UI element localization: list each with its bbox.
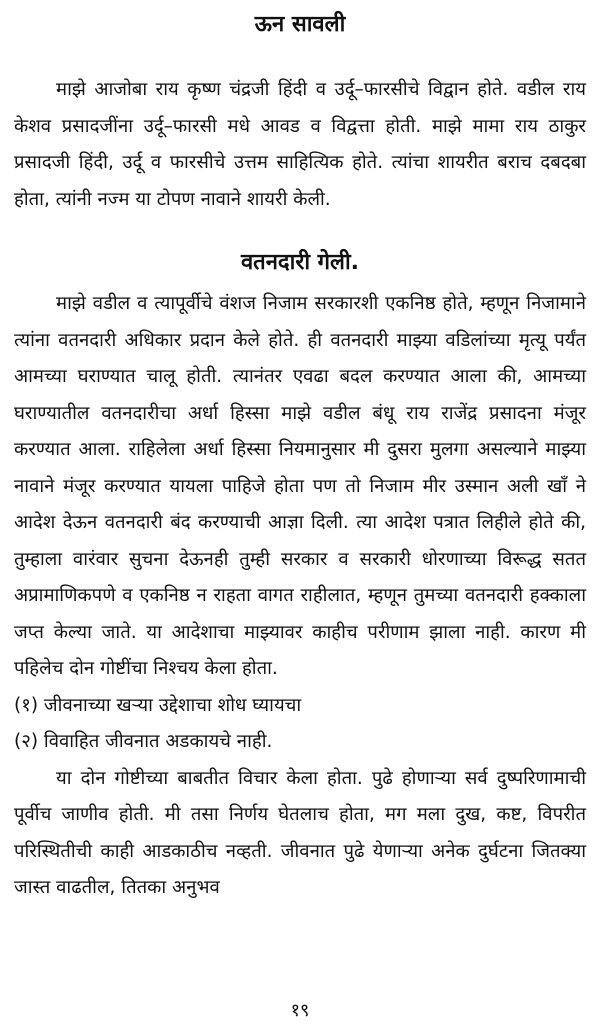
list-item: (२) विवाहित जीवनात अडकायचे नाही. <box>14 731 273 752</box>
list-item: (१) जीवनाच्या खऱ्या उद्देशाचा शोध घ्यायचा <box>14 694 302 716</box>
section-heading-oon-saavli: ऊन सावली <box>254 12 346 37</box>
paragraph-vatandari: माझे वडील व त्यापूर्वीचे वंशज निजाम सरकारशी एकनिष्ठ होते, म्हणून निजामाने त्यांना वतनदारी अधिकार प्रदान केले होते. ही वतनदारी माझ्या वडिलांच्या मृत्यू पर्यंत आमच्या घराण्यात चालू होती. त्यानंतर एवढा बदल करण्यात आला की, आमच्या घराण्यातील वतनदारीचा अर्धा हिस्सा माझे वडील बंधू राय राजेंद्र प्रसादना मंजूर करण्यात आला. राहिलेला अर्धा हिस्सा नियमानुसार मी दुसरा मुलगा असल्याने माझ्या नावाने मंजूर करण्यात यायला पाहिजे होता पण तो निजाम मीर उस्मान अली खाँ ने आदेश देऊन वतनदारी बंद करण्याची आज्ञा दिली. त्या आदेश पत्रात लिहीले होते की, तुम्हाला वारंवार सुचना देऊनही तुम्ही सरकार व सरकारी धोरणाच्या विरूद्ध सतत अप्रामाणिकपणे व एकनिष्ठ न राहता वागत राहीलात, म्हणून तुमच्या वतनदारी हक्काला जप्त केल्या जाते. या आदेशाचा माझ्यावर काहीच परीणाम झाला नाही. कारण मी पहिलेच दोन गोष्टींचा निश्चय केला होता. <box>14 293 586 679</box>
page-number: १९ <box>290 1000 310 1021</box>
paragraph-closing: या दोन गोष्टीच्या बाबतीत विचार केला होता. पुढे होणाऱ्या सर्व दुष्परिणामाची पूर्वीच जाणीव होती. मी तसा निर्णय घेतलाच होता, मग मला दुख, कष्ट, विपरीत परिस्थितीची काही आडकाठीच नव्हती. जीवनात पुढे येणाऱ्या अनेक दुर्घटना जितक्या जास्त वाढतील, तितका अनुभव <box>14 767 586 898</box>
resolution-list <box>14 688 586 761</box>
section-heading-vatandari-geli: वतनदारी गेली. <box>240 250 360 275</box>
paragraph-family-scholars: माझे आजोबा राय कृष्ण चंद्रजी हिंदी व उर्दू–फारसीचे विद्वान होते. वडील राय केशव प्रसादजींना उर्दू–फारसी मधे आवड व विद्वत्ता होती. माझे मामा राय ठाकुर प्रसादजी हिंदी, उर्दू व फारसीचे उत्तम साहित्यिक होते. त्यांचा शायरीत बराच दबदबा होता, त्यांनी नज्म या टोपण नावाने शायरी केली. <box>14 79 586 210</box>
